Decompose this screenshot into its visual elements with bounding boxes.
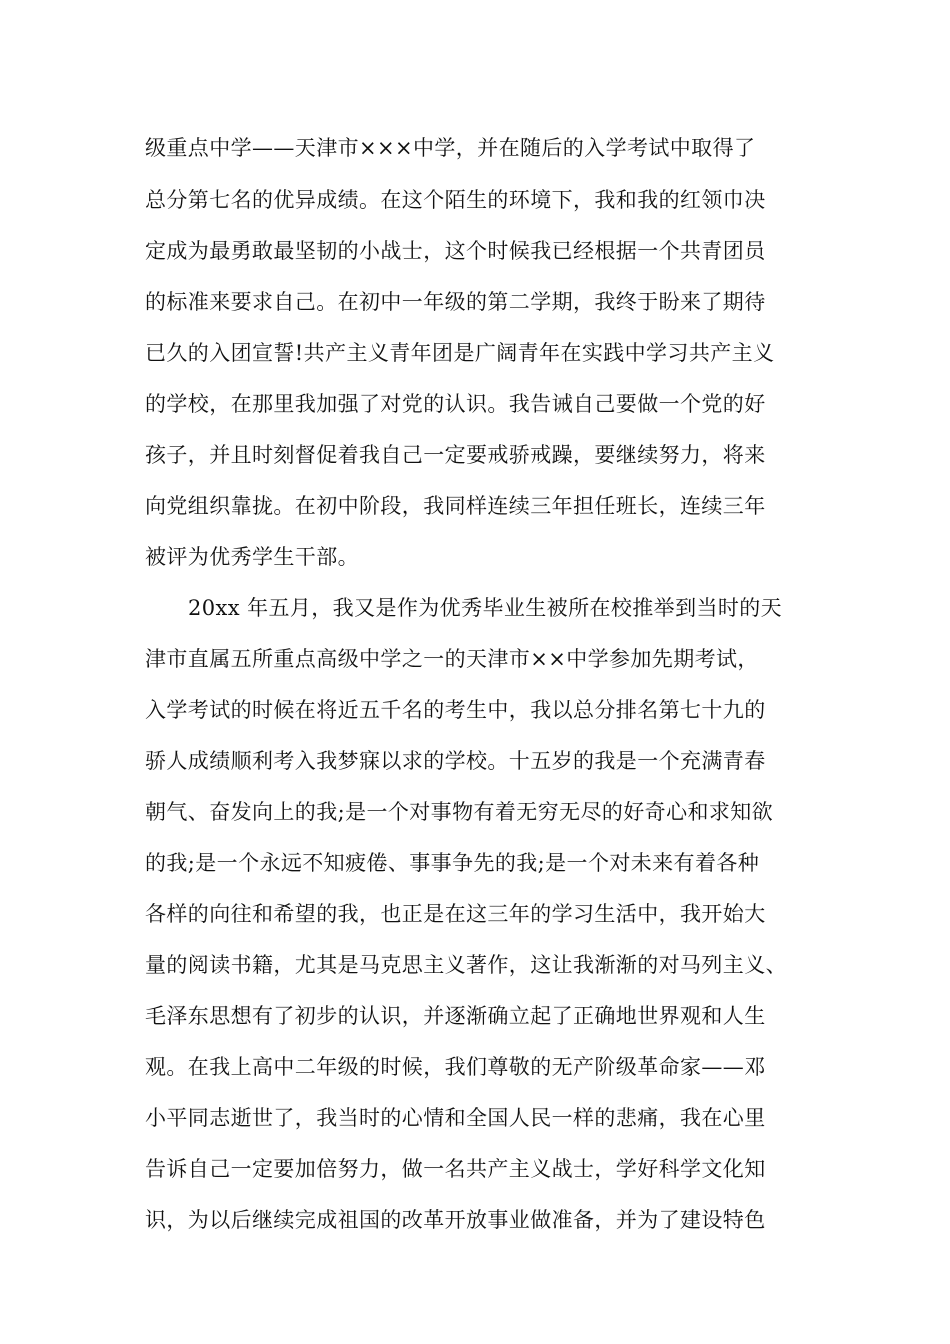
- text-line: 骄人成绩顺利考入我梦寐以求的学校。十五岁的我是一个充满青春: [145, 749, 766, 773]
- text-line: 级重点中学——天津市×××中学，并在随后的入学考试中取得了: [145, 136, 756, 160]
- text-line: 津市直属五所重点高级中学之一的天津市××中学参加先期考试，: [145, 647, 759, 671]
- text-line: 毛泽东思想有了初步的认识，并逐渐确立起了正确地世界观和人生: [145, 1004, 766, 1028]
- text-line: 的标准来要求自己。在初中一年级的第二学期，我终于盼来了期待: [145, 290, 766, 314]
- text-line: 定成为最勇敢最坚韧的小战士，这个时候我已经根据一个共青团员: [145, 239, 766, 263]
- text-line: 孩子，并且时刻督促着我自己一定要戒骄戒躁，要继续努力，将来: [145, 443, 766, 467]
- text-line: 告诉自己一定要加倍努力，做一名共产主义战士，学好科学文化知: [145, 1157, 766, 1181]
- text-line: 观。在我上高中二年级的时候，我们尊敬的无产阶级革命家——邓: [145, 1055, 766, 1079]
- text-line: 的我;是一个永远不知疲倦、事事争先的我;是一个对未来有着各种: [145, 851, 760, 875]
- text-line: 入学考试的时候在将近五千名的考生中，我以总分排名第七十九的: [145, 698, 766, 722]
- text-line: 各样的向往和希望的我，也正是在这三年的学习生活中，我开始大: [145, 902, 766, 926]
- text-line: 朝气、奋发向上的我;是一个对事物有着无穷无尽的好奇心和求知欲: [145, 800, 774, 824]
- text-line: 向党组织靠拢。在初中阶段，我同样连续三年担任班长，连续三年: [145, 494, 766, 518]
- text-line: 已久的入团宣誓!共产主义青年团是广阔青年在实践中学习共产主义: [145, 341, 775, 365]
- text-line: 识，为以后继续完成祖国的改革开放事业做准备，并为了建设特色: [145, 1208, 766, 1232]
- paragraph-first-line: 20xx 年五月，我又是作为优秀毕业生被所在校推举到当时的天: [188, 596, 783, 620]
- text-line: 小平同志逝世了，我当时的心情和全国人民一样的悲痛，我在心里: [145, 1106, 766, 1130]
- text-line: 总分第七名的优异成绩。在这个陌生的环境下，我和我的红领巾决: [145, 188, 766, 212]
- text-line: 量的阅读书籍，尤其是马克思主义著作，这让我渐渐的对马列主义、: [145, 953, 787, 977]
- text-line: 被评为优秀学生干部。: [145, 545, 359, 569]
- text-line: 的学校，在那里我加强了对党的认识。我告诫自己要做一个党的好: [145, 392, 766, 416]
